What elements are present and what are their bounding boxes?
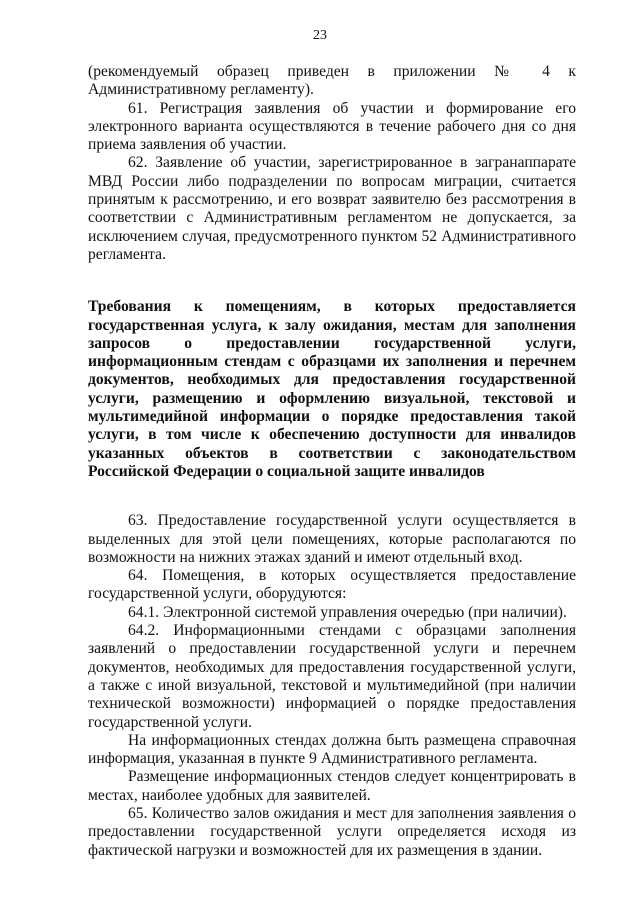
paragraph-continuation: (рекомендуемый образец приведен в приложении № 4 к Административному регламенту). <box>88 63 576 99</box>
paragraph-65: 65. Количество залов ожидания и мест для заполнения заявления о предоставлении государственной услуги определяется исходя из фактической нагрузки и возможностей для их размещения в здании. <box>88 804 576 859</box>
paragraph-64: 64. Помещения, в которых осуществляется предоставление государственной услуги, оборудуются: <box>88 567 576 603</box>
paragraph-61: 61. Регистрация заявления об участии и формирование его электронного варианта осуществляются в течение рабочего дня со дня приема заявления об участии. <box>88 99 576 154</box>
document-body <box>88 63 576 860</box>
paragraph-64-1: 64.1. Электронной системой управления очередью (при наличии). <box>128 603 567 621</box>
paragraph-stands-info: На информационных стендах должна быть размещена справочная информация, указанная в пункте 9 Административного регламента. <box>88 731 576 768</box>
paragraph-64-2: 64.2. Информационными стендами с образцами заполнения заявлений о предоставлении государственной услуги и перечнем документов, необходимых для предоставления государственной услуги, а также с иной визуальной, текстовой и мультимедийной (при наличии технической возможности) информацией о порядке предоставления государственной услуги. <box>88 622 576 731</box>
paragraph-stands-placement: Размещение информационных стендов следует концентрировать в местах, наиболее удобных для заявителей. <box>88 768 576 804</box>
section-heading: Требования к помещениям, в которых предоставляется государственная услуга, к залу ожидания, местам для заполнения запросов о предоставлении государственной услуги, информационным стендам с образцами их заполнения и перечнем документов, необходимых для предоставления государственной услуги, размещению и оформлению визуальной, текстовой и мультимедийной информации о порядке предоставления такой услуги, в том числе к обеспечению доступности для инвалидов указанных объектов в соответствии с законодательством Российской Федерации о социальной защите инвалидов <box>88 298 576 480</box>
page-number: 23 <box>313 28 327 43</box>
paragraph-62: 62. Заявление об участии, зарегистрированное в загранаппарате МВД России либо подразделении по вопросам миграции, считается принятым к рассмотрению, и его возврат заявителю без рассмотрения в соответствии с Административным регламентом не допускается, за исключением случая, предусмотренного пунктом 52 Административного регламента. <box>88 154 576 263</box>
paragraph-63: 63. Предоставление государственной услуги осуществляется в выделенных для этой цели помещениях, которые располагаются по возможности на нижних этажах зданий и имеют отдельный вход. <box>88 512 576 566</box>
